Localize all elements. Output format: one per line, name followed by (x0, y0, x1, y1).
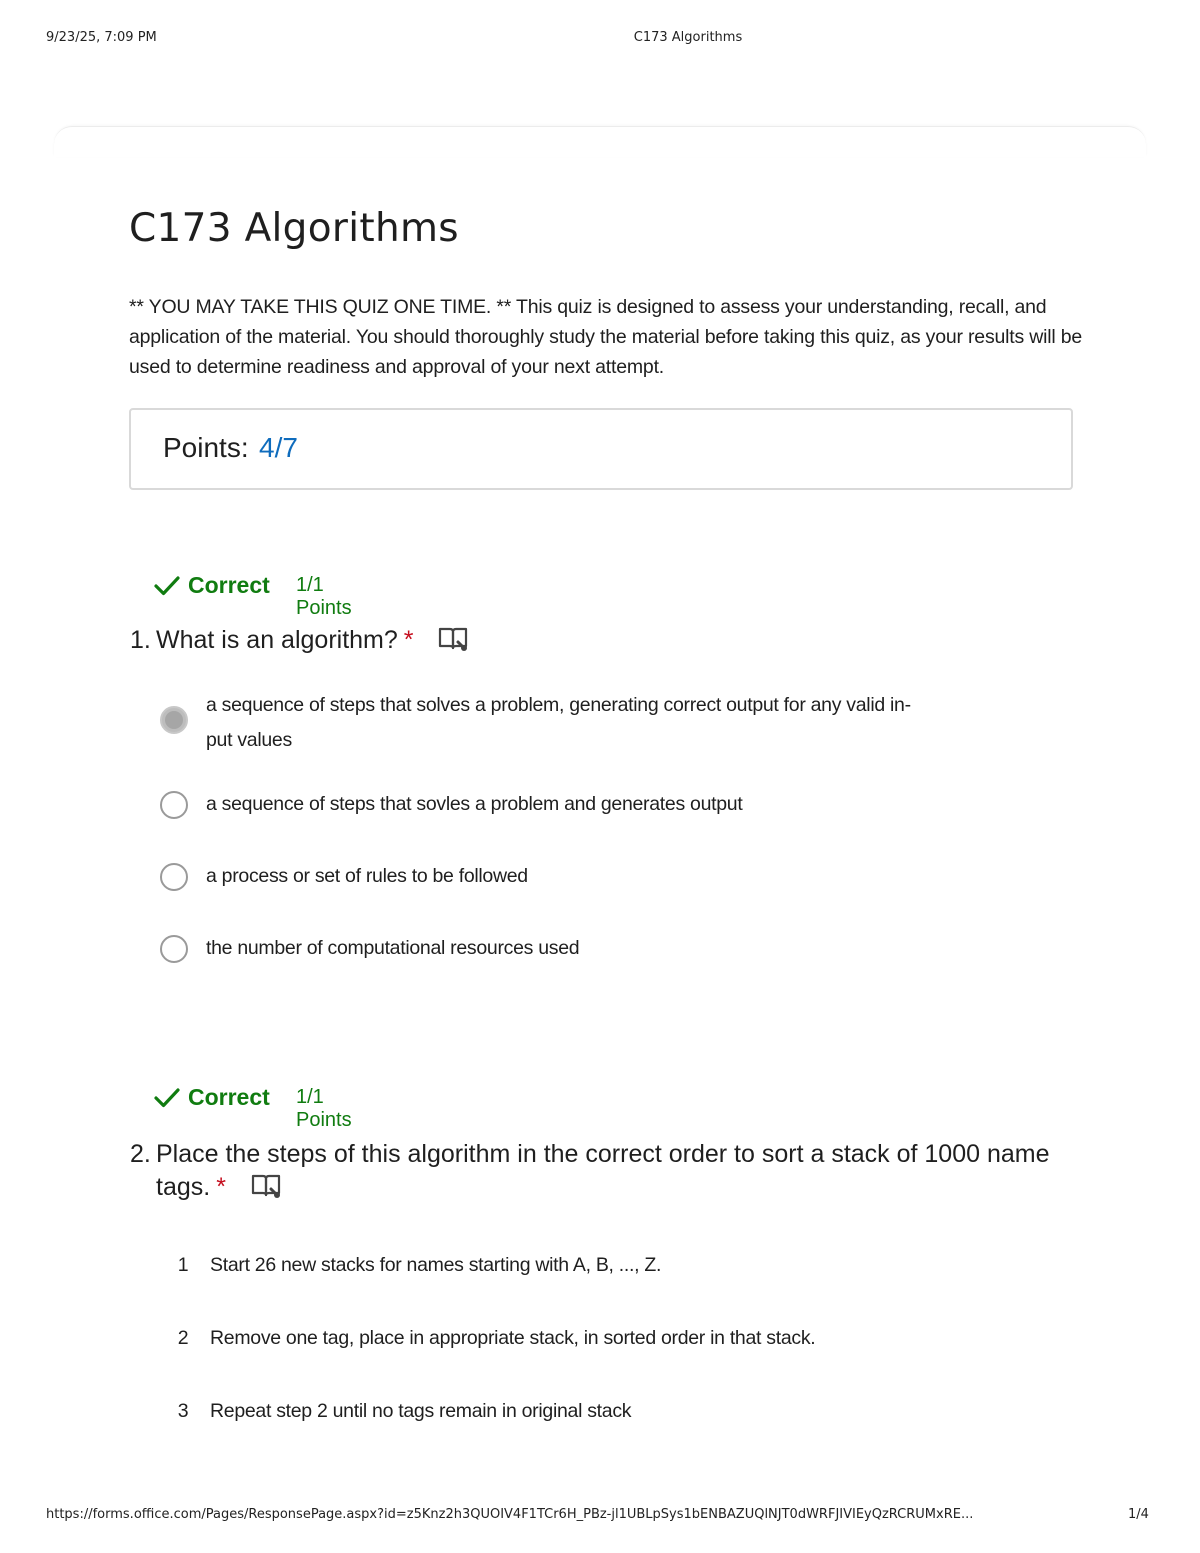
status-label: Correct (188, 572, 270, 598)
points-label: Points: (163, 432, 249, 463)
radio-button[interactable] (160, 791, 188, 819)
radio-button-selected[interactable] (160, 706, 188, 734)
print-datetime: 9/23/25, 7:09 PM (46, 30, 157, 45)
answer-option[interactable] (160, 788, 1000, 823)
page-url: https://forms.office.com/Pages/ResponsePage.aspx?id=z5Knz2h3QUOIV4F1TCr6H_PBz-jl1UBLpSys1bENBAZUQlNJT0dWRFJIVIEyQzRCRUMxRE... (46, 1507, 974, 1522)
immersive-reader-icon[interactable] (251, 1173, 281, 1199)
print-header (0, 30, 1200, 50)
step-text: Repeat step 2 until no tags remain in original stack (210, 1400, 632, 1422)
option-label-line2: put values (206, 729, 292, 751)
question-2-text (156, 1138, 1076, 1204)
question-1-text (156, 624, 468, 657)
answer-option[interactable] (160, 860, 1000, 895)
step-number: 2 (177, 1327, 189, 1349)
question-points: 1/1 Points (296, 1086, 352, 1131)
checkmark-icon (154, 1087, 180, 1109)
step-text: Start 26 new stacks for names starting with A, B, ..., Z. (210, 1254, 662, 1276)
step-number: 1 (177, 1254, 189, 1276)
question-number: 2. (130, 1140, 151, 1168)
page-title: C173 Algorithms (129, 206, 459, 251)
radio-button[interactable] (160, 863, 188, 891)
option-label: a process or set of rules to be followed (206, 865, 528, 887)
print-footer (0, 1507, 1200, 1527)
question-text-line2: tags. (156, 1173, 211, 1201)
answer-option[interactable] (160, 932, 1000, 967)
option-label: the number of computational resources used (206, 937, 580, 959)
checkmark-icon (154, 575, 180, 597)
question-text-line2-wrap (156, 1171, 1076, 1204)
question-points: 1/1 Points (296, 574, 352, 619)
step-number: 3 (177, 1400, 189, 1422)
immersive-reader-icon[interactable] (438, 626, 468, 652)
question-text: What is an algorithm? (156, 626, 398, 654)
question-number: 1. (130, 626, 151, 654)
status-label: Correct (188, 1084, 270, 1110)
form-description: ** YOU MAY TAKE THIS QUIZ ONE TIME. ** This quiz is designed to assess your understanding, recall, and application of the material. You should thoroughly study the material before taking this quiz, as your results will be used to determine readiness and approval of your next attempt. (129, 296, 1083, 378)
print-doc-title: C173 Algorithms (633, 30, 743, 45)
page-number: 1/4 (1128, 1507, 1149, 1522)
score-summary (129, 408, 1073, 490)
option-label: a sequence of steps that sovles a problem and generates output (206, 793, 743, 815)
question-text-line1: Place the steps of this algorithm in the correct order to sort a stack of 1000 name (156, 1140, 1050, 1168)
required-marker: * (403, 626, 414, 654)
option-label-line1: a sequence of steps that solves a problem, generating correct output for any valid in- (206, 694, 911, 716)
step-text: Remove one tag, place in appropriate stack, in sorted order in that stack. (210, 1327, 816, 1349)
form-card (54, 126, 1146, 157)
points-value: 4/7 (259, 432, 298, 463)
radio-button[interactable] (160, 935, 188, 963)
answer-option[interactable] (160, 690, 1000, 760)
required-marker: * (216, 1173, 226, 1201)
